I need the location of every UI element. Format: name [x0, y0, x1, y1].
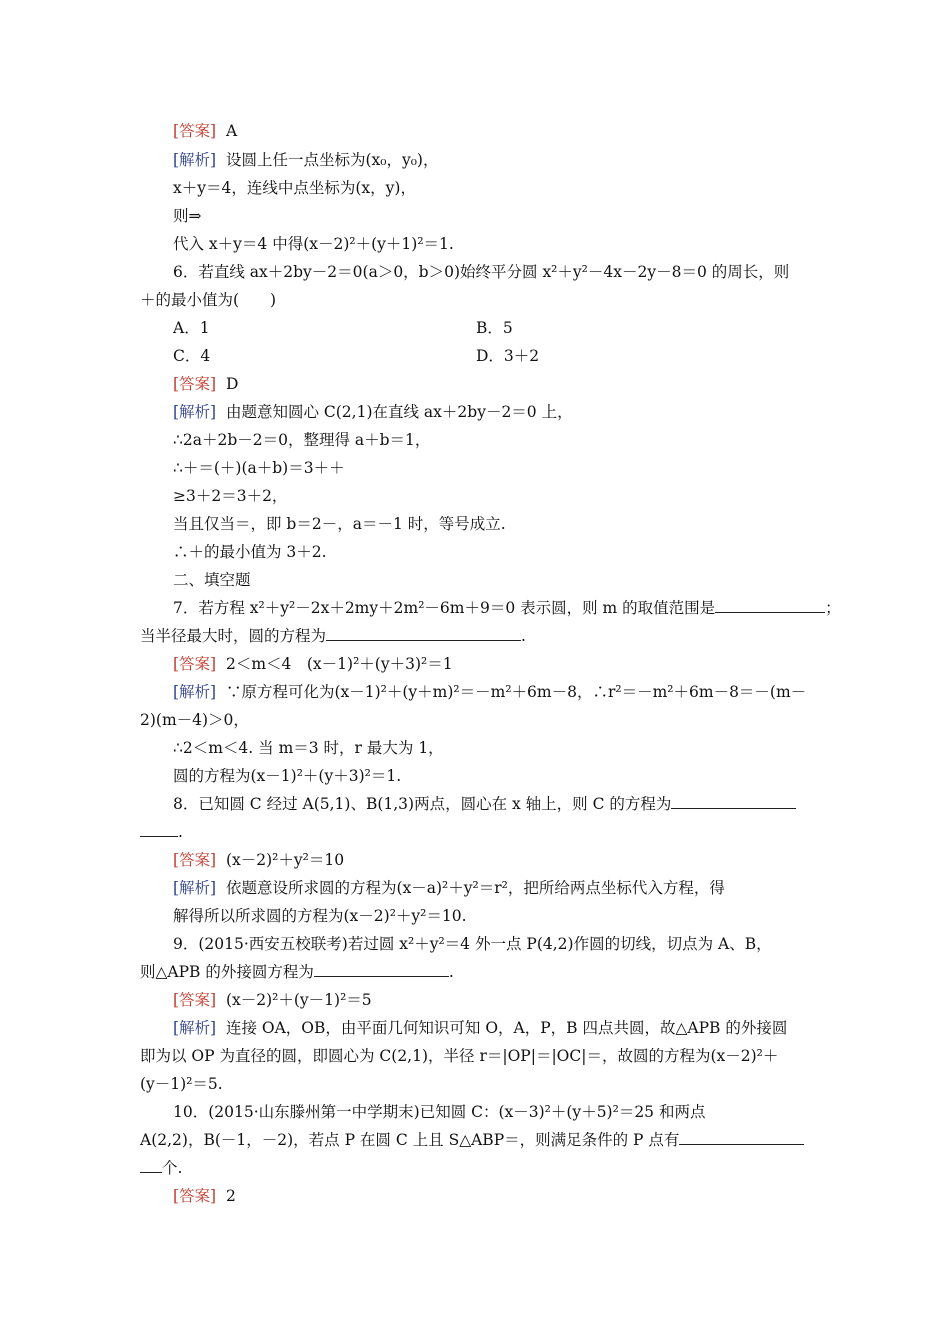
answer-line: [173, 653, 453, 675]
text-line: ∴＋的最小值为 3＋2.: [173, 543, 327, 561]
question-9-cont: [140, 961, 454, 983]
analysis-text: 设圆上任一点坐标为(x₀，y₀)，: [216, 151, 439, 169]
answer-blank: [140, 1158, 162, 1173]
analysis-tag: [解析]: [173, 879, 217, 897]
option-a: A．1: [173, 319, 210, 337]
answer-line: [173, 849, 344, 871]
question-10-cont2: [140, 1157, 182, 1179]
analysis-text: 由题意知圆心 C(2,1)在直线 ax＋2by－2＝0 上，: [216, 403, 573, 421]
answer-line: [173, 989, 372, 1011]
text-line: 即为以 OP 为直径的圆，即圆心为 C(2,1)，半径 r＝|OP|＝|OC|＝，故圆的方程为(x－2)²＋: [140, 1047, 779, 1065]
question-10-cont: [140, 1129, 804, 1151]
analysis-tag: [解析]: [173, 151, 217, 169]
answer-blank: [679, 1130, 804, 1145]
answer-text: 2: [216, 1187, 236, 1205]
text-line: (y－1)²＝5.: [140, 1075, 223, 1093]
answer-text: 2＜m＜4 (x－1)²＋(y＋3)²＝1: [216, 655, 453, 673]
question-7-cont: [140, 625, 526, 647]
text-line: 解得所以所求圆的方程为(x－2)²＋y²＝10.: [173, 907, 467, 925]
answer-blank: [326, 626, 521, 641]
period: .: [448, 963, 454, 981]
text-line: ≥3＋2＝3＋2，: [173, 487, 288, 505]
answer-tag: [答案]: [173, 1187, 217, 1205]
answer-tag: [答案]: [173, 655, 217, 673]
question-7: [173, 597, 841, 619]
text-line: ∴＋＝(＋)(a＋b)＝3＋＋: [173, 459, 345, 477]
analysis-line: [173, 877, 725, 899]
question-9-line2: 则△APB 的外接圆方程为: [140, 963, 314, 981]
option-c: C．4: [173, 347, 211, 365]
text-line: 代入 x＋y＝4 中得(x－2)²＋(y＋1)²＝1.: [173, 235, 454, 253]
text-line: ∴2a＋2b－2＝0，整理得 a＋b＝1，: [173, 431, 431, 449]
answer-tag: [答案]: [173, 122, 217, 140]
analysis-tag: [解析]: [173, 683, 217, 701]
question-9: 9．(2015·西安五校联考)若过圆 x²＋y²＝4 外一点 P(4,2)作圆的切线，切点为 A、B，: [173, 935, 772, 953]
text-line: 圆的方程为(x－1)²＋(y＋3)²＝1.: [173, 767, 402, 785]
answer-tag: [答案]: [173, 851, 217, 869]
answer-blank: [671, 794, 796, 809]
analysis-text: 连接 OA，OB，由平面几何知识可知 O，A，P，B 四点共圆，故△APB 的外接圆: [216, 1019, 788, 1037]
analysis-line: [173, 149, 438, 171]
answer-line: [173, 373, 238, 395]
answer-text: (x－2)²＋(y－1)²＝5: [216, 991, 372, 1009]
question-8-cont: [140, 821, 183, 843]
answer-tag: [答案]: [173, 375, 217, 393]
answer-tag: [答案]: [173, 991, 217, 1009]
answer-text: (x－2)²＋y²＝10: [216, 851, 345, 869]
answer-line: [173, 1185, 236, 1207]
question-10: 10．(2015·山东滕州第一中学期末)已知圆 C：(x－3)²＋(y＋5)²＝25 和两点: [173, 1103, 706, 1121]
question-7-line2: 当半径最大时，圆的方程为: [140, 627, 327, 645]
period: .: [178, 823, 183, 841]
text-line: ∴2＜m＜4. 当 m＝3 时，r 最大为 1，: [173, 739, 444, 757]
answer-blank: [140, 822, 178, 837]
option-b: B．5: [476, 319, 513, 337]
question-6: 6．若直线 ax＋2by－2＝0(a＞0，b＞0)始终平分圆 x²＋y²－4x－2y－8＝0 的周长，则: [173, 263, 790, 281]
answer-text: D: [216, 375, 239, 393]
answer-blank: [314, 962, 449, 977]
analysis-tag: [解析]: [173, 403, 217, 421]
analysis-line: [173, 401, 573, 423]
option-d: D．3＋2: [476, 347, 540, 365]
answer-text: A: [216, 122, 238, 140]
analysis-text: ∵原方程可化为(x－1)²＋(y＋m)²＝－m²＋6m－8，∴r²＝－m²＋6m－8＝－(m－: [216, 683, 807, 701]
analysis-tag: [解析]: [173, 1019, 217, 1037]
question-10-line2: A(2,2)，B(－1，－2)，若点 P 在圆 C 上且 S△ABP＝，则满足条件的 P 点有: [140, 1131, 680, 1149]
period: .: [521, 627, 526, 645]
section-heading: 二、填空题: [173, 571, 251, 589]
analysis-text: 依题意设所求圆的方程为(x－a)²＋y²＝r²，把所给两点坐标代入方程，得: [216, 879, 725, 897]
analysis-line: [173, 681, 806, 703]
text-line: x＋y＝4，连线中点坐标为(x，y)，: [173, 179, 416, 197]
answer-blank: [715, 598, 825, 613]
text-line: 2)(m－4)＞0，: [140, 711, 249, 729]
question-7-end: ；: [825, 599, 841, 617]
question-8-text: 8．已知圆 C 经过 A(5,1)、B(1,3)两点，圆心在 x 轴上，则 C 的方程为: [173, 795, 672, 813]
question-6-cont: ＋的最小值为( ): [140, 291, 277, 309]
question-7-text: 7．若方程 x²＋y²－2x＋2my＋2m²－6m＋9＝0 表示圆，则 m 的取值范围是: [173, 599, 716, 617]
text-line: 则⇒: [173, 207, 202, 225]
analysis-line: [173, 1017, 787, 1039]
answer-line: [173, 120, 237, 142]
unit-text: 个.: [162, 1159, 183, 1177]
question-8: [173, 793, 796, 815]
text-line: 当且仅当＝，即 b＝2－，a＝－1 时，等号成立.: [173, 515, 506, 533]
